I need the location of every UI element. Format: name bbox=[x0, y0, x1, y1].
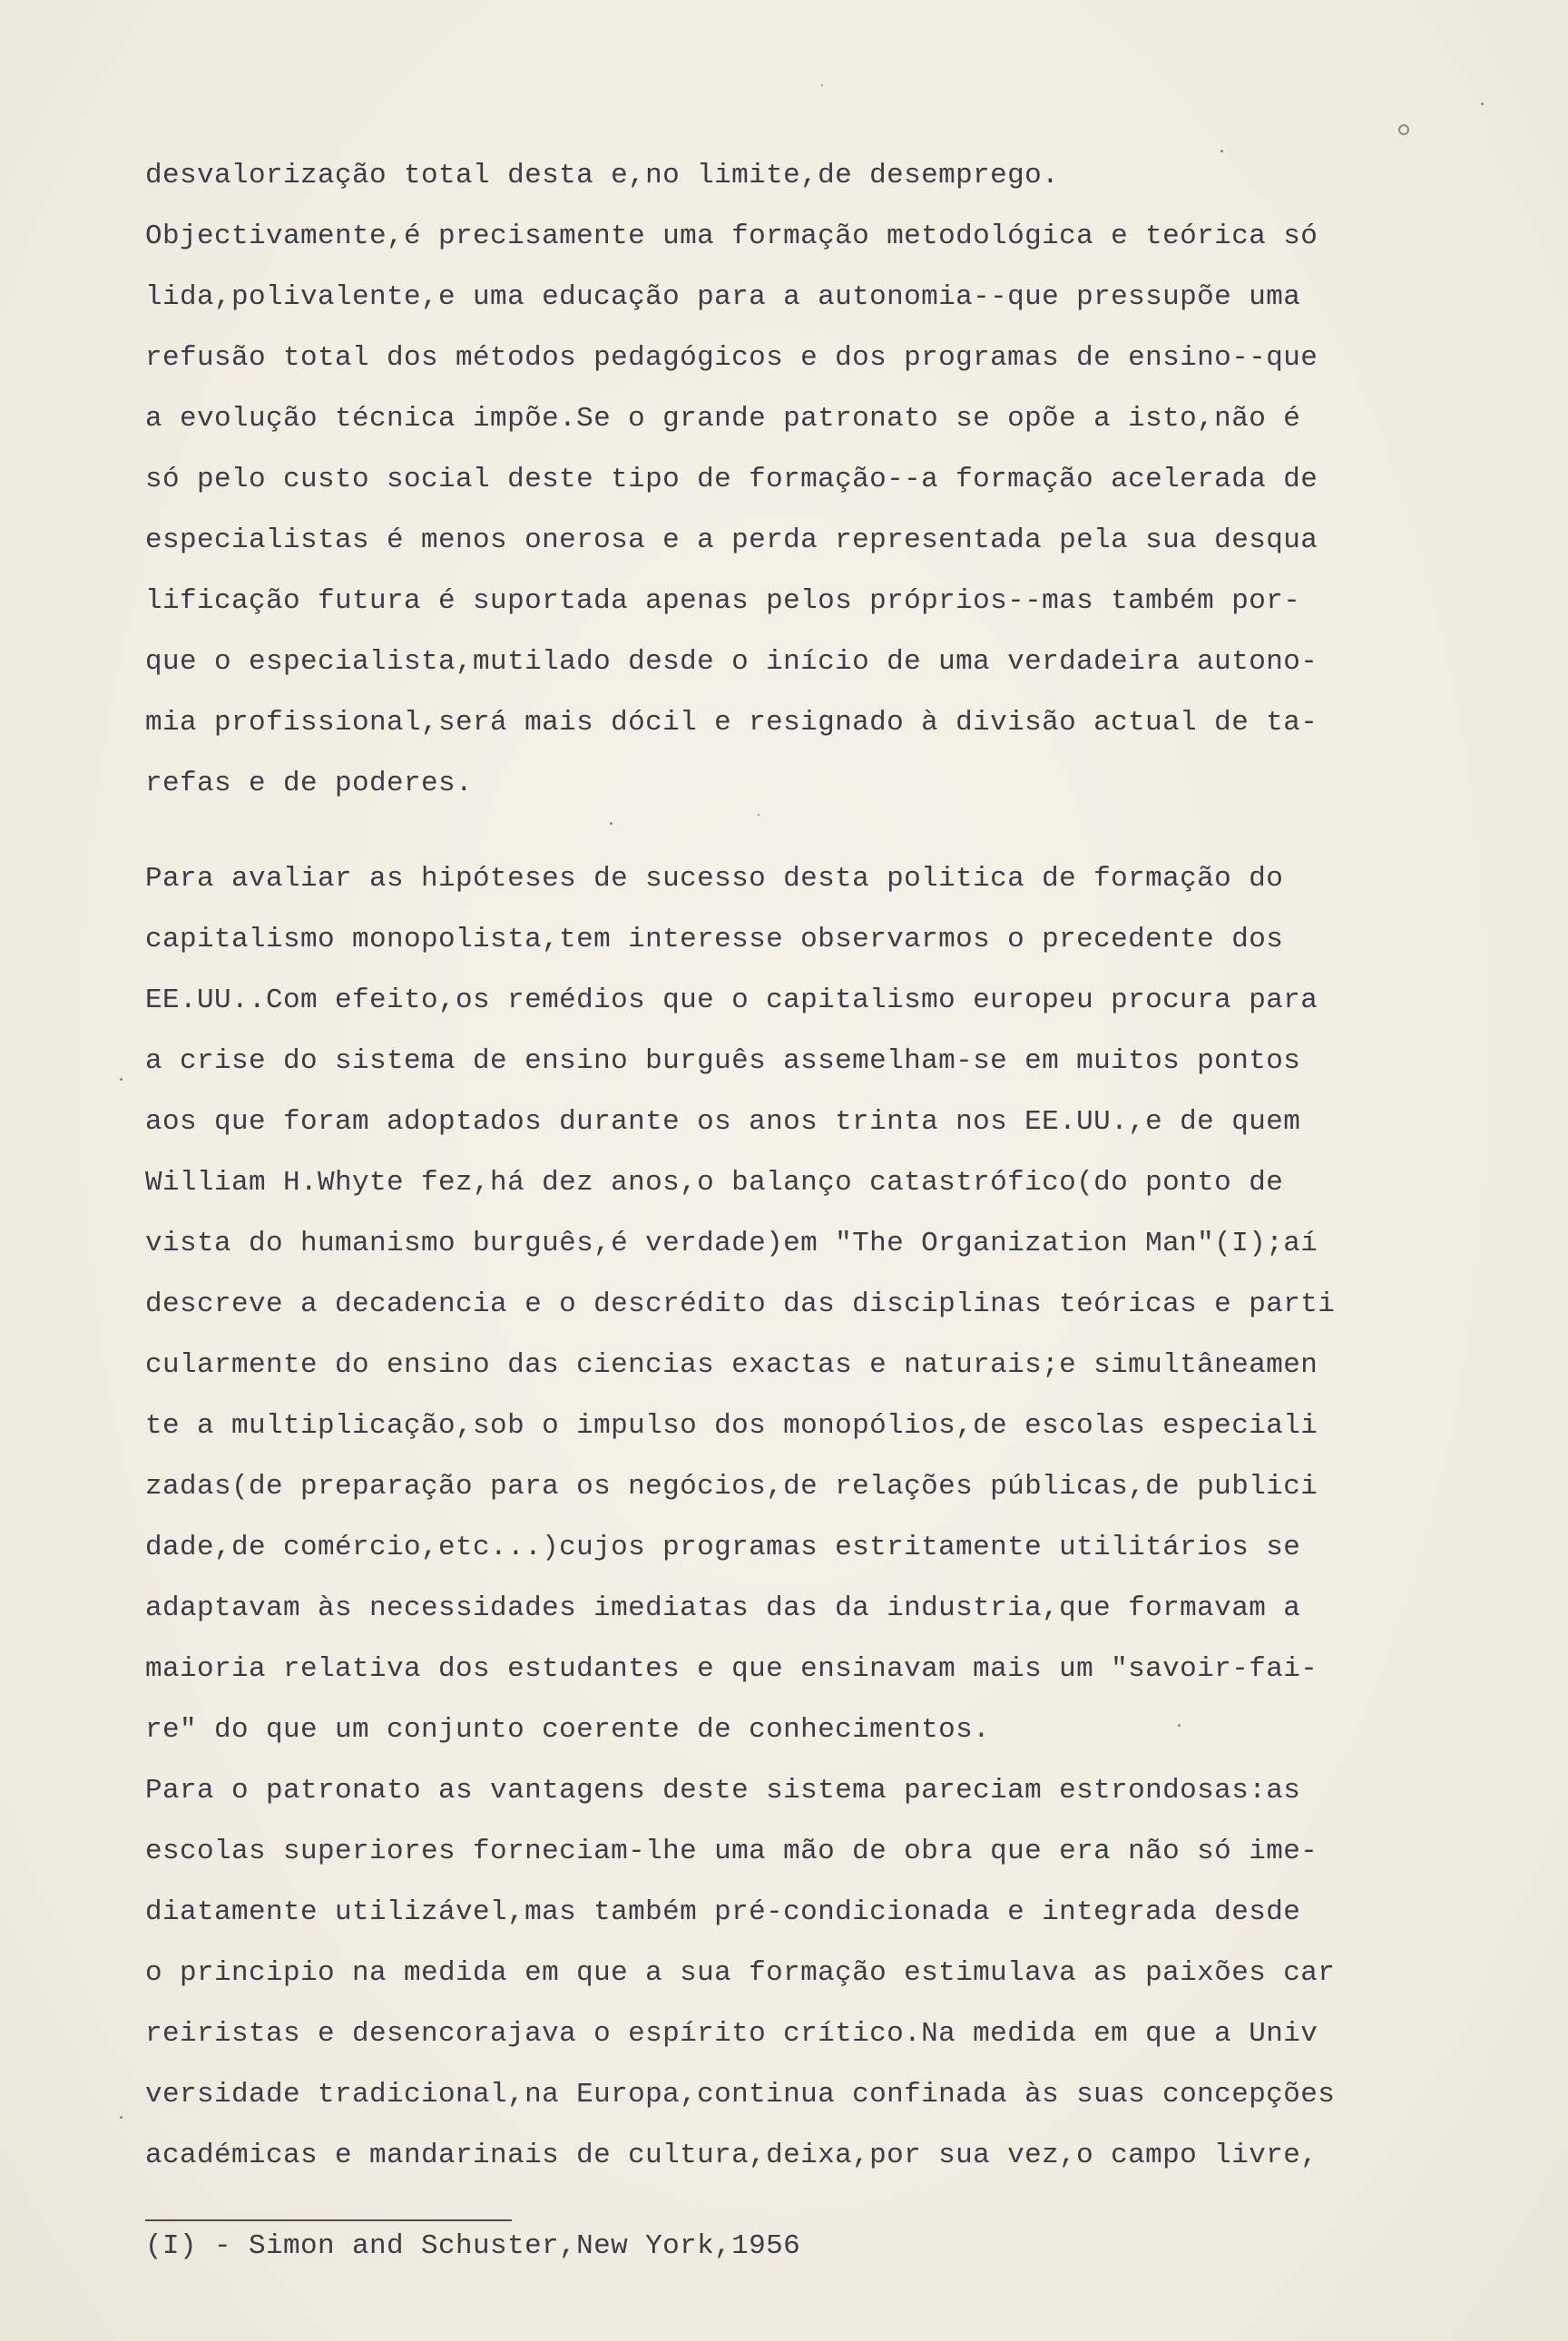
text-line: refas e de poderes. bbox=[145, 768, 474, 799]
text-line: maioria relativa dos estudantes e que ensinavam mais um "savoir-fai- bbox=[145, 1653, 1318, 1685]
text-line: descreve a decadencia e o descrédito das disciplinas teóricas e parti bbox=[145, 1288, 1336, 1320]
text-line: Objectivamente,é precisamente uma formação metodológica e teórica só bbox=[145, 220, 1318, 252]
text-line: EE.UU..Com efeito,os remédios que o capitalismo europeu procura para bbox=[145, 984, 1318, 1016]
paper-speck bbox=[120, 1078, 122, 1081]
text-line: escolas superiores forneciam-lhe uma mão de obra que era não só ime- bbox=[145, 1836, 1318, 1867]
text-line: a crise do sistema de ensino burguês assemelham-se em muitos pontos bbox=[145, 1045, 1301, 1077]
text-line: cularmente do ensino das ciencias exactas e naturais;e simultâneamen bbox=[145, 1349, 1318, 1381]
text-line: lida,polivalente,e uma educação para a autonomia--que pressupõe uma bbox=[145, 281, 1301, 313]
text-line: zadas(de preparação para os negócios,de relações públicas,de publici bbox=[145, 1471, 1318, 1503]
text-line: especialistas é menos onerosa e a perda representada pela sua desqua bbox=[145, 524, 1318, 556]
paper-speck bbox=[1178, 1724, 1181, 1727]
text-line: vista do humanismo burguês,é verdade)em "The Organization Man"(I);aí bbox=[145, 1228, 1318, 1259]
text-line: capitalismo monopolista,tem interesse observarmos o precedente dos bbox=[145, 924, 1284, 955]
paper-speck bbox=[120, 2116, 122, 2119]
footnote: (I) - Simon and Schuster,New York,1956 bbox=[145, 2230, 801, 2262]
text-line: mia profissional,será mais dócil e resignado à divisão actual de ta- bbox=[145, 707, 1318, 739]
paper-speck bbox=[610, 822, 612, 825]
text-line: Para avaliar as hipóteses de sucesso desta politica de formação do bbox=[145, 863, 1284, 895]
text-line: só pelo custo social deste tipo de formação--a formação acelerada de bbox=[145, 464, 1318, 495]
text-line: lificação futura é suportada apenas pelos próprios--mas também por- bbox=[145, 585, 1301, 617]
paper-speck bbox=[758, 814, 760, 816]
text-line: Para o patronato as vantagens deste sistema pareciam estrondosas:as bbox=[145, 1775, 1301, 1807]
text-line: a evolução técnica impõe.Se o grande patronato se opõe a isto,não é bbox=[145, 403, 1301, 435]
text-line: adaptavam às necessidades imediatas das da industria,que formavam a bbox=[145, 1592, 1301, 1624]
text-line: que o especialista,mutilado desde o início de uma verdadeira autono- bbox=[145, 646, 1318, 678]
paper-speck bbox=[1398, 124, 1409, 135]
text-line: te a multiplicação,sob o impulso dos monopólios,de escolas especiali bbox=[145, 1410, 1318, 1442]
text-line: aos que foram adoptados durante os anos trinta nos EE.UU.,e de quem bbox=[145, 1106, 1301, 1138]
text-line: dade,de comércio,etc...)cujos programas estritamente utilitários se bbox=[145, 1532, 1301, 1563]
footnote-divider bbox=[145, 2219, 512, 2221]
paper-speck bbox=[821, 84, 823, 86]
text-line: William H.Whyte fez,há dez anos,o balanço catastrófico(do ponto de bbox=[145, 1167, 1284, 1199]
text-line: versidade tradicional,na Europa,continua confinada às suas concepções bbox=[145, 2079, 1336, 2111]
text-line: diatamente utilizável,mas também pré-condicionada e integrada desde bbox=[145, 1896, 1301, 1928]
text-line: académicas e mandarinais de cultura,deixa,por sua vez,o campo livre, bbox=[145, 2140, 1318, 2171]
text-line: desvalorização total desta e,no limite,de desemprego. bbox=[145, 160, 1060, 191]
text-line: reiristas e desencorajava o espírito crítico.Na medida em que a Univ bbox=[145, 2018, 1318, 2050]
paper-speck bbox=[1481, 103, 1484, 105]
text-line: o principio na medida em que a sua formação estimulava as paixões car bbox=[145, 1957, 1336, 1989]
paper-speck bbox=[1220, 150, 1223, 152]
text-line: refusão total dos métodos pedagógicos e dos programas de ensino--que bbox=[145, 342, 1318, 374]
text-line: re" do que um conjunto coerente de conhecimentos. bbox=[145, 1714, 991, 1746]
